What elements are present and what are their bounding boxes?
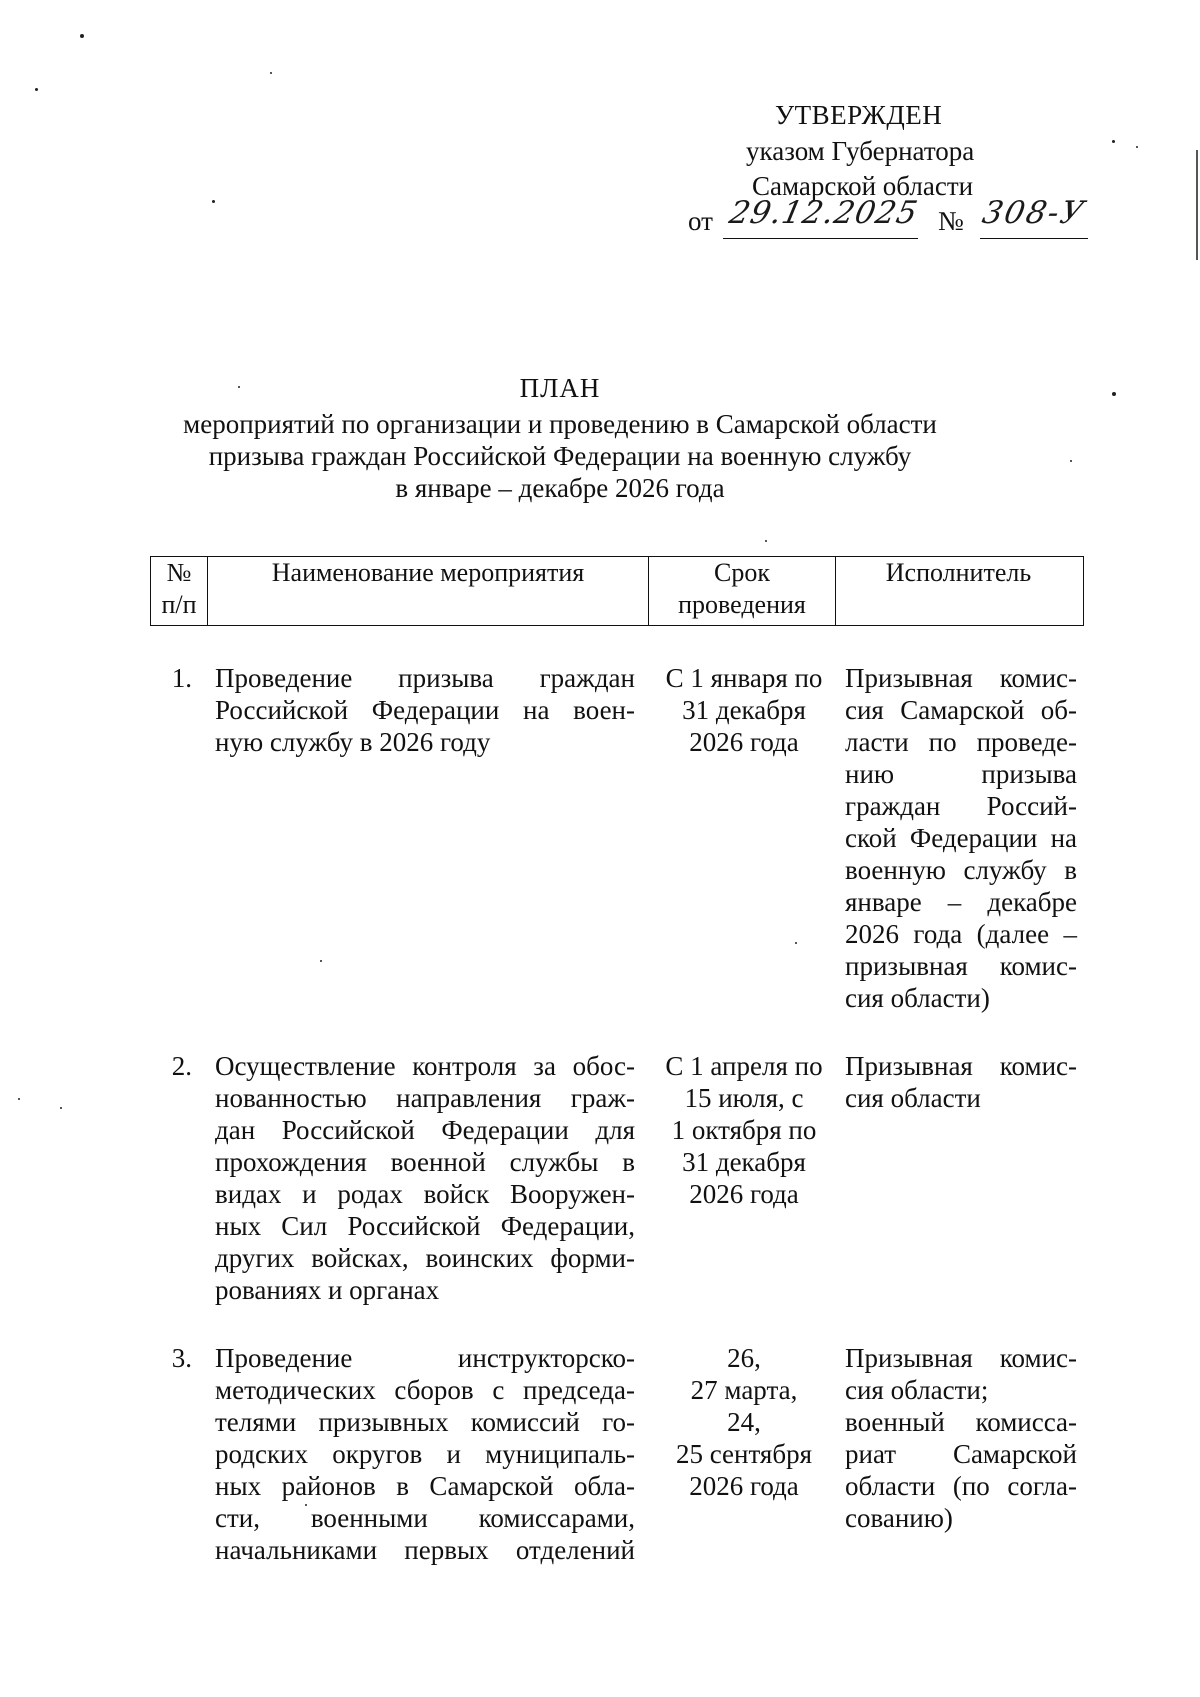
date-prefix: от	[688, 206, 713, 236]
plan-subtitle-line3: в январе – декабре 2026 года	[395, 473, 725, 503]
row-text-line: родских округов и муниципаль-	[215, 1439, 635, 1469]
row-text-line: прохождения военной службы в	[215, 1147, 635, 1177]
row-executor	[845, 1050, 1077, 1114]
row-text-line: призывная комис-	[845, 951, 1077, 981]
row-activity	[215, 1050, 635, 1306]
header-number-sign: №	[166, 558, 192, 587]
row-term	[650, 662, 838, 758]
row-text-line: январе – декабре	[845, 887, 1077, 917]
row-text-line: 24,	[727, 1407, 761, 1437]
row-text-line: видах и родах войск Вооружен-	[215, 1179, 635, 1209]
row-text-line: ской Федерации на	[845, 823, 1077, 853]
number-sign: №	[938, 206, 964, 236]
row-number: 2.	[171, 1051, 192, 1081]
row-text-line: сия области;	[845, 1375, 989, 1405]
scan-speck	[60, 1107, 62, 1109]
approval-date-row	[688, 195, 1108, 244]
row-text-line: Российской Федерации на воен-	[215, 695, 635, 725]
row-text-line: других войсках, воинских форми-	[215, 1243, 635, 1273]
row-text-line: 2026 года	[689, 1471, 799, 1501]
scan-speck	[765, 540, 767, 542]
header-term-line2: проведения	[678, 590, 806, 619]
row-text-line: 2026 года	[689, 1179, 799, 1209]
row-text-line: Призывная комис-	[845, 1051, 1077, 1081]
header-executor	[836, 557, 1081, 625]
row-text-line: дан Российской Федерации для	[215, 1115, 635, 1145]
handwritten-number: 308-У	[979, 195, 1089, 231]
scan-speck	[1136, 146, 1138, 148]
header-activity-name	[208, 557, 649, 625]
plan-subtitle-line2: призыва граждан Российской Федерации на военную службу	[208, 441, 912, 471]
row-text-line: ных районов в Самарской обла-	[215, 1471, 635, 1501]
header-number-pp: п/п	[161, 590, 197, 619]
row-text-line: 26,	[727, 1343, 761, 1373]
row-text-line: риат Самарской	[845, 1439, 1077, 1469]
row-text-line: 27 марта,	[690, 1375, 798, 1405]
row-text-line: нию призыва	[845, 759, 1077, 789]
header-term-line1: Срок	[714, 558, 770, 587]
row-text-line: 2026 года (далее –	[845, 919, 1077, 949]
row-text-line: сия области)	[845, 983, 990, 1013]
row-text-line: телями призывных комиссий го-	[215, 1407, 635, 1437]
row-text-line: 31 декабря	[682, 695, 806, 725]
number-underline	[980, 238, 1088, 239]
row-term	[650, 1342, 838, 1502]
scan-speck	[35, 88, 38, 91]
scan-edge-line	[1196, 150, 1198, 260]
row-text-line: начальниками первых отделений	[215, 1535, 635, 1565]
header-number	[151, 557, 208, 625]
row-number: 3.	[171, 1343, 192, 1373]
row-text-line: Осуществление контроля за обос-	[215, 1051, 635, 1081]
scan-speck	[18, 1098, 20, 1100]
row-text-line: Призывная комис-	[845, 663, 1077, 693]
header-executor-label: Исполнитель	[885, 558, 1032, 587]
row-text-line: ную службу в 2026 году	[215, 727, 491, 757]
scan-speck	[795, 942, 797, 944]
row-text-line: сти, военными комиссарами,	[215, 1503, 635, 1533]
scan-speck	[320, 960, 322, 962]
row-term	[650, 1050, 838, 1210]
approval-title: УТВЕРЖДЕН	[775, 100, 943, 130]
row-text-line: военную службу в	[845, 855, 1077, 885]
plan-subtitle-line1: мероприятий по организации и проведению в Самарской области	[183, 409, 937, 439]
row-text-line: сованию)	[845, 1503, 953, 1533]
row-text-line: Проведение призыва граждан	[215, 663, 635, 693]
row-activity	[215, 1342, 635, 1566]
row-text-line: нованностью направления граж-	[215, 1083, 635, 1113]
row-text-line: сия Самарской об-	[845, 695, 1077, 725]
row-text-line: С 1 апреля по	[665, 1051, 823, 1081]
scan-speck	[212, 200, 215, 203]
row-text-line: 25 сентября	[675, 1439, 812, 1469]
approval-authority: указом Губернатора	[746, 136, 975, 166]
row-text-line: военный комисса-	[845, 1407, 1077, 1437]
row-text-line: рованиях и органах	[215, 1275, 440, 1305]
row-activity	[215, 662, 635, 758]
row-executor	[845, 662, 1077, 1014]
row-text-line: методических сборов с председа-	[215, 1375, 635, 1405]
row-text-line: области (по согла-	[845, 1471, 1077, 1501]
row-text-line: Проведение инструкторско-	[215, 1343, 635, 1373]
row-text-line: 31 декабря	[682, 1147, 806, 1177]
row-text-line: ных Сил Российской Федерации,	[215, 1211, 635, 1241]
row-executor	[845, 1342, 1077, 1534]
row-text-line: 1 октября по	[671, 1115, 817, 1145]
handwritten-date: 29.12.2025	[726, 195, 922, 231]
row-text-line: 15 июля, с	[684, 1083, 804, 1113]
row-text-line: сия области	[845, 1083, 981, 1113]
table-header	[150, 556, 1084, 626]
approval-region: Самарской области	[752, 171, 974, 201]
header-term	[649, 557, 836, 625]
row-text-line: 2026 года	[689, 727, 799, 757]
row-text-line: Призывная комис-	[845, 1343, 1077, 1373]
row-text-line: граждан Россий-	[845, 791, 1077, 821]
row-text-line: С 1 января по	[665, 663, 823, 693]
date-underline	[723, 238, 918, 239]
header-activity-label: Наименование мероприятия	[271, 558, 585, 587]
row-number: 1.	[171, 663, 192, 693]
scan-speck	[270, 72, 272, 74]
scan-speck	[80, 34, 84, 38]
row-text-line: ласти по проведе-	[845, 727, 1077, 757]
scan-speck	[1112, 140, 1115, 143]
plan-heading: ПЛАН	[519, 373, 601, 403]
